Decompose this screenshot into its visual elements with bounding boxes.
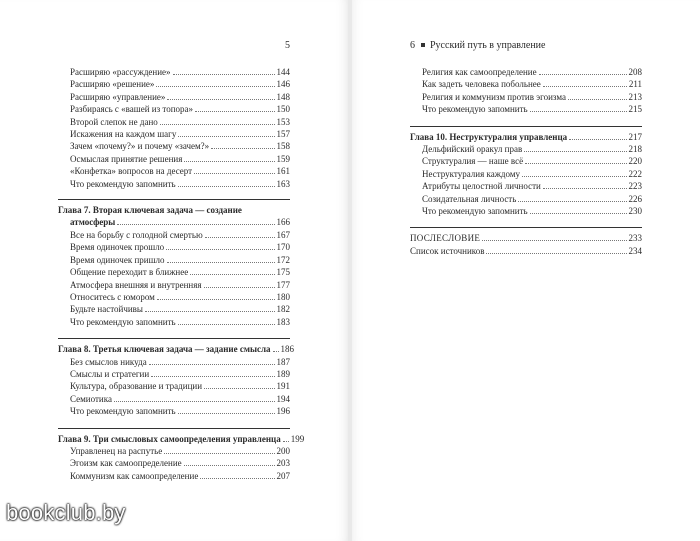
toc-entry xyxy=(58,457,290,469)
toc-chapter-heading xyxy=(58,428,305,445)
toc-page-number: 226 xyxy=(628,193,642,204)
toc-title: Список источников xyxy=(410,245,485,256)
toc-dot-leader xyxy=(518,201,626,202)
toc-dot-leader xyxy=(160,124,275,125)
toc-dot-leader xyxy=(569,139,626,140)
toc-page-number: 211 xyxy=(628,79,642,90)
toc-dot-leader xyxy=(178,413,275,414)
toc-title: Глава 8. Третья ключевая задача — задание смысла xyxy=(58,344,271,355)
toc-title: Структуралия — наше всё xyxy=(422,156,524,167)
toc-title: Как задеть человека побольнее xyxy=(422,79,541,90)
toc-page-number: 183 xyxy=(276,316,290,327)
toc-dot-leader xyxy=(283,441,289,442)
toc-page-number: 223 xyxy=(628,181,642,192)
toc-title: Искажения на каждом шагу xyxy=(70,129,177,140)
toc-entry xyxy=(58,178,290,190)
toc-entry xyxy=(58,279,290,291)
toc-dot-leader xyxy=(167,99,274,100)
toc-dot-leader xyxy=(522,176,626,177)
toc-page-number: 158 xyxy=(276,141,290,152)
toc-dot-leader xyxy=(178,186,275,187)
toc-page-number: 191 xyxy=(276,381,290,392)
toc-title: Глава 7. Вторая ключевая задача — создание xyxy=(58,205,242,216)
toc-page-number: 167 xyxy=(276,229,290,240)
toc-page-number: 161 xyxy=(276,166,290,177)
toc-dot-leader xyxy=(195,111,274,112)
toc-title: Религия и коммунизм против эгоизма xyxy=(422,91,566,102)
toc-entry xyxy=(58,66,290,78)
toc-title: Все на борьбу с голодной смертью xyxy=(70,229,203,240)
toc-title: Культура, образование и традиции xyxy=(70,381,203,392)
toc-entry xyxy=(58,470,290,482)
toc-dot-leader xyxy=(568,99,627,100)
toc-page-number: 163 xyxy=(276,178,290,189)
toc-title: Второй слепок не дано xyxy=(70,116,158,127)
running-head-title: Русский путь в управление xyxy=(430,40,546,51)
toc-dot-leader xyxy=(530,111,627,112)
toc-page-number: 217 xyxy=(628,131,642,142)
toc-dot-leader xyxy=(145,311,275,312)
toc-entry xyxy=(410,155,642,167)
toc-title: атмосферы xyxy=(70,217,116,228)
toc-page-number: 148 xyxy=(276,91,290,102)
toc-entry xyxy=(410,66,642,78)
toc-title: Время одиночек пришло xyxy=(70,254,165,265)
toc-entry xyxy=(58,140,290,152)
toc-dot-leader xyxy=(117,224,274,225)
toc-page-number: 213 xyxy=(628,91,642,102)
toc-entry xyxy=(58,445,290,457)
toc-title: Атрибуты целостной личности xyxy=(422,181,541,192)
toc-title: Разбираясь с «вашей из топора» xyxy=(70,104,194,115)
running-head xyxy=(410,40,545,51)
toc-dot-leader xyxy=(205,237,275,238)
toc-title: Религия как самоопределение xyxy=(422,67,537,77)
toc-title: Что рекомендую запомнить xyxy=(70,178,176,189)
toc-entry xyxy=(58,266,290,278)
toc-page-number: 146 xyxy=(276,79,290,90)
toc-title: Семиотика xyxy=(70,393,112,404)
toc-entry xyxy=(58,165,290,177)
toc-entry xyxy=(58,116,290,128)
toc-title: Осмыслая принятие решения xyxy=(70,153,183,164)
toc-title: Зачем «почему?» и почему «зачем?» xyxy=(70,141,210,152)
toc-dot-leader xyxy=(525,163,626,164)
toc-page-number: 215 xyxy=(628,104,642,115)
toc-page-number: 186 xyxy=(280,344,295,355)
toc-section-heading xyxy=(410,227,642,244)
left-toc xyxy=(58,66,305,482)
toc-page-number: 208 xyxy=(628,67,642,77)
toc-title: ПОСЛЕСЛОВИЕ xyxy=(410,233,481,244)
toc-entry xyxy=(58,103,290,115)
toc-page-number: 207 xyxy=(276,470,290,481)
toc-title: Что рекомендую запомнить xyxy=(70,406,176,417)
toc-title: Расширяю «рассуждение» xyxy=(70,67,171,77)
toc-entry xyxy=(58,153,290,165)
toc-page-number: 144 xyxy=(276,67,290,77)
toc-dot-leader xyxy=(482,240,626,241)
toc-page-number: 157 xyxy=(276,129,290,140)
toc-entry xyxy=(410,180,642,192)
toc-page-number: 150 xyxy=(276,104,290,115)
toc-entry xyxy=(410,103,642,115)
toc-title: Без смыслов никуда xyxy=(70,356,147,367)
left-page-number: 5 xyxy=(285,40,290,51)
toc-dot-leader xyxy=(194,173,274,174)
toc-dot-leader xyxy=(539,74,627,75)
toc-entry xyxy=(58,316,290,328)
toc-entry xyxy=(410,143,642,155)
toc-dot-leader xyxy=(486,253,626,254)
toc-dot-leader xyxy=(164,453,274,454)
toc-title: Относитесь с юмором xyxy=(70,291,155,302)
toc-dot-leader xyxy=(530,213,627,214)
toc-page-number: 222 xyxy=(628,168,642,179)
toc-title: Дельфийский оракул прав xyxy=(422,144,523,155)
toc-entry xyxy=(58,128,290,140)
toc-page-number: 177 xyxy=(276,279,290,290)
left-page xyxy=(0,0,348,541)
toc-page-number: 203 xyxy=(276,458,290,469)
toc-page-number: 218 xyxy=(628,144,642,155)
toc-title: Что рекомендую запомнить xyxy=(70,316,176,327)
toc-entry xyxy=(58,78,290,90)
toc-title: Глава 9. Три смысловых самоопределения управленца xyxy=(58,433,281,444)
right-page-number: 6 xyxy=(410,40,415,51)
toc-title: Созидательная личность xyxy=(422,193,517,204)
toc-dot-leader xyxy=(166,249,274,250)
toc-title: Коммунизм как самоопределение xyxy=(70,470,199,481)
toc-chapter-heading-continued xyxy=(58,216,290,228)
toc-entry xyxy=(410,193,642,205)
toc-dot-leader xyxy=(211,148,274,149)
toc-title: Смыслы и стратегии xyxy=(70,368,150,379)
toc-page-number: 170 xyxy=(276,242,290,253)
toc-title: Атмосфера внешняя и внутренняя xyxy=(70,279,202,290)
toc-title: Что рекомендую запомнить xyxy=(422,104,528,115)
toc-page-number: 187 xyxy=(276,356,290,367)
toc-dot-leader xyxy=(173,74,275,75)
toc-page-number: 220 xyxy=(628,156,642,167)
toc-title: Общение переходит в ближнее xyxy=(70,267,189,278)
watermark: bookclub.by xyxy=(6,500,126,525)
toc-entry xyxy=(58,405,290,417)
toc-title: Эгоизм как самоопределение xyxy=(70,458,182,469)
toc-page-number: 194 xyxy=(276,393,290,404)
toc-dot-leader xyxy=(200,478,274,479)
toc-entry xyxy=(58,254,290,266)
toc-title: Неструктуралия каждому xyxy=(422,168,521,179)
toc-chapter-heading xyxy=(58,338,295,355)
toc-entry xyxy=(410,168,642,180)
toc-page-number: 189 xyxy=(276,368,290,379)
toc-dot-leader xyxy=(190,274,274,275)
toc-entry xyxy=(58,380,290,392)
toc-page-number: 233 xyxy=(628,233,642,244)
toc-entry xyxy=(58,303,290,315)
toc-entry xyxy=(58,368,290,380)
toc-dot-leader xyxy=(543,86,627,87)
toc-entry xyxy=(410,91,642,103)
toc-title: Что рекомендую запомнить xyxy=(422,206,528,217)
toc-page-number: 200 xyxy=(276,445,290,456)
toc-entry xyxy=(410,205,642,217)
toc-dot-leader xyxy=(178,136,274,137)
toc-dot-leader xyxy=(184,465,275,466)
toc-dot-leader xyxy=(114,401,275,402)
toc-dot-leader xyxy=(204,388,274,389)
toc-chapter-heading xyxy=(410,126,642,143)
toc-dot-leader xyxy=(149,364,275,365)
toc-page-number: 230 xyxy=(628,206,642,217)
toc-page-number: 166 xyxy=(276,217,290,228)
toc-title: Управленец на распутье xyxy=(70,445,163,456)
toc-page-number: 172 xyxy=(276,254,290,265)
toc-page-number: 234 xyxy=(628,245,642,256)
toc-title: Расширяю «решение» xyxy=(70,79,155,90)
toc-entry xyxy=(410,245,642,257)
toc-entry xyxy=(58,241,290,253)
right-toc xyxy=(410,66,642,257)
toc-page-number: 159 xyxy=(276,153,290,164)
toc-entry xyxy=(58,393,290,405)
toc-dot-leader xyxy=(524,151,626,152)
toc-page-number: 199 xyxy=(290,433,305,444)
toc-dot-leader xyxy=(167,262,275,263)
toc-chapter-heading xyxy=(58,199,290,216)
toc-page-number: 180 xyxy=(276,291,290,302)
square-bullet-icon xyxy=(421,43,425,47)
toc-dot-leader xyxy=(156,86,274,87)
toc-entry xyxy=(58,229,290,241)
toc-entry xyxy=(58,91,290,103)
toc-page-number: 182 xyxy=(276,304,290,315)
toc-dot-leader xyxy=(543,188,627,189)
toc-page-number: 175 xyxy=(276,267,290,278)
toc-entry xyxy=(58,356,290,368)
toc-title: Будьте настойчивы xyxy=(70,304,143,315)
right-page xyxy=(352,0,700,541)
toc-entry xyxy=(58,291,290,303)
toc-dot-leader xyxy=(184,161,274,162)
toc-entry xyxy=(410,78,642,90)
toc-title: «Конфетка» вопросов на десерт xyxy=(70,166,193,177)
toc-title: Глава 10. Неструктуралия управленца xyxy=(410,131,568,142)
toc-title: Расширяю «управление» xyxy=(70,91,166,102)
toc-page-number: 196 xyxy=(276,406,290,417)
toc-dot-leader xyxy=(151,376,274,377)
toc-dot-leader xyxy=(204,287,275,288)
toc-dot-leader xyxy=(273,351,279,352)
toc-title: Время одиночек прошло xyxy=(70,242,165,253)
toc-page-number: 153 xyxy=(276,116,290,127)
toc-dot-leader xyxy=(178,324,275,325)
toc-dot-leader xyxy=(157,299,275,300)
